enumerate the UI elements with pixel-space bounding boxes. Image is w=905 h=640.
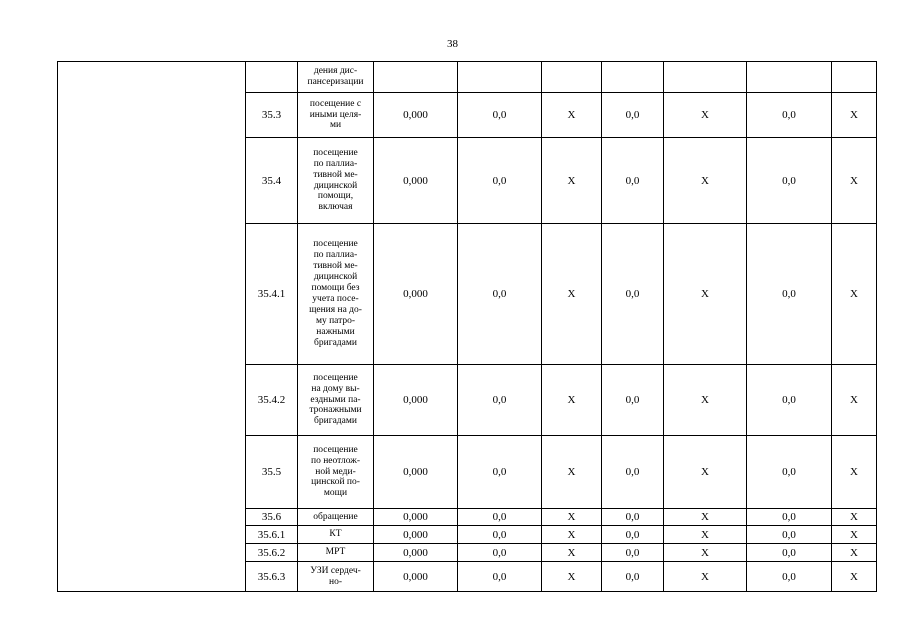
row-number: 35.6.2 bbox=[246, 544, 298, 562]
cell-value: 0,0 bbox=[458, 138, 542, 224]
cell-value: 0,000 bbox=[374, 509, 458, 526]
cell-value: 0,0 bbox=[602, 224, 664, 365]
cell-value: X bbox=[542, 365, 602, 436]
cell-value: X bbox=[832, 93, 877, 138]
cell-value: 0,0 bbox=[602, 509, 664, 526]
row-number: 35.6 bbox=[246, 509, 298, 526]
cell-value: 0,0 bbox=[747, 436, 832, 509]
cell-value: X bbox=[542, 544, 602, 562]
cell-value: 0,0 bbox=[458, 509, 542, 526]
page-number: 38 bbox=[447, 38, 458, 50]
cell-value: 0,0 bbox=[747, 93, 832, 138]
row-description: посещение по паллиа- тивной ме- дицинской помощи, включая bbox=[298, 138, 374, 224]
cell-value bbox=[664, 62, 747, 93]
row-number: 35.5 bbox=[246, 436, 298, 509]
cell-value: 0,0 bbox=[747, 526, 832, 544]
cell-value bbox=[374, 62, 458, 93]
row-description: КТ bbox=[298, 526, 374, 544]
cell-value: X bbox=[832, 544, 877, 562]
row-number: 35.4.2 bbox=[246, 365, 298, 436]
cell-value: X bbox=[542, 224, 602, 365]
row-number: 35.6.1 bbox=[246, 526, 298, 544]
cell-value: 0,0 bbox=[602, 544, 664, 562]
cell-value: 0,000 bbox=[374, 138, 458, 224]
cell-value: 0,0 bbox=[747, 544, 832, 562]
cell-value: X bbox=[542, 509, 602, 526]
cell-value: 0,0 bbox=[747, 138, 832, 224]
cell-value: 0,0 bbox=[458, 544, 542, 562]
cell-value: 0,0 bbox=[458, 436, 542, 509]
cell-value bbox=[458, 62, 542, 93]
cell-value: X bbox=[664, 436, 747, 509]
cell-value: 0,000 bbox=[374, 436, 458, 509]
cell-value: 0,000 bbox=[374, 562, 458, 592]
cell-value: X bbox=[832, 365, 877, 436]
cell-value: X bbox=[542, 93, 602, 138]
row-number: 35.6.3 bbox=[246, 562, 298, 592]
row-description: дения дис- пансеризации bbox=[298, 62, 374, 93]
cell-value: 0,000 bbox=[374, 526, 458, 544]
row-description: посещение с иными целя- ми bbox=[298, 93, 374, 138]
row-description: обращение bbox=[298, 509, 374, 526]
cell-value: X bbox=[664, 562, 747, 592]
row-description: посещение на дому вы- ездными па- тронажными бригадами bbox=[298, 365, 374, 436]
cell-value: X bbox=[542, 138, 602, 224]
cell-value bbox=[542, 62, 602, 93]
data-table bbox=[57, 61, 877, 592]
cell-value: X bbox=[542, 526, 602, 544]
cell-value: X bbox=[664, 509, 747, 526]
cell-value: 0,0 bbox=[602, 562, 664, 592]
row-description: посещение по неотлож- ной меди- цинской по- мощи bbox=[298, 436, 374, 509]
cell-value: 0,0 bbox=[458, 93, 542, 138]
cell-value: X bbox=[832, 562, 877, 592]
cell-value: 0,0 bbox=[458, 365, 542, 436]
cell-value: 0,0 bbox=[458, 526, 542, 544]
cell-value: X bbox=[664, 138, 747, 224]
cell-value: 0,000 bbox=[374, 224, 458, 365]
cell-value: X bbox=[832, 224, 877, 365]
cell-value: 0,0 bbox=[458, 224, 542, 365]
cell-value: 0,0 bbox=[747, 365, 832, 436]
row-description: МРТ bbox=[298, 544, 374, 562]
cell-value: 0,0 bbox=[602, 138, 664, 224]
cell-value: X bbox=[664, 93, 747, 138]
cell-value: 0,0 bbox=[747, 224, 832, 365]
row-number: 35.3 bbox=[246, 93, 298, 138]
cell-value: X bbox=[832, 526, 877, 544]
cell-value: 0,000 bbox=[374, 544, 458, 562]
row-number: 35.4.1 bbox=[246, 224, 298, 365]
cell-value: X bbox=[542, 436, 602, 509]
cell-value: X bbox=[664, 544, 747, 562]
cell-value: X bbox=[832, 436, 877, 509]
cell-value: X bbox=[664, 526, 747, 544]
cell-value: 0,0 bbox=[602, 365, 664, 436]
cell-value: 0,0 bbox=[747, 562, 832, 592]
cell-value bbox=[832, 62, 877, 93]
cell-value: 0,0 bbox=[747, 509, 832, 526]
cell-value bbox=[747, 62, 832, 93]
cell-value: X bbox=[832, 138, 877, 224]
left-merged-cell bbox=[58, 62, 246, 592]
row-number bbox=[246, 62, 298, 93]
cell-value: 0,000 bbox=[374, 93, 458, 138]
cell-value: 0,0 bbox=[602, 436, 664, 509]
cell-value: 0,0 bbox=[602, 526, 664, 544]
cell-value: X bbox=[664, 224, 747, 365]
row-number: 35.4 bbox=[246, 138, 298, 224]
row-description: УЗИ сердеч- но- bbox=[298, 562, 374, 592]
row-description: посещение по паллиа- тивной ме- дицинской помощи без учета посе- щения на до- му патро- нажными бригадами bbox=[298, 224, 374, 365]
cell-value: 0,000 bbox=[374, 365, 458, 436]
cell-value: X bbox=[542, 562, 602, 592]
cell-value: 0,0 bbox=[458, 562, 542, 592]
cell-value: 0,0 bbox=[602, 93, 664, 138]
table-row bbox=[58, 62, 877, 93]
cell-value bbox=[602, 62, 664, 93]
cell-value: X bbox=[664, 365, 747, 436]
cell-value: X bbox=[832, 509, 877, 526]
